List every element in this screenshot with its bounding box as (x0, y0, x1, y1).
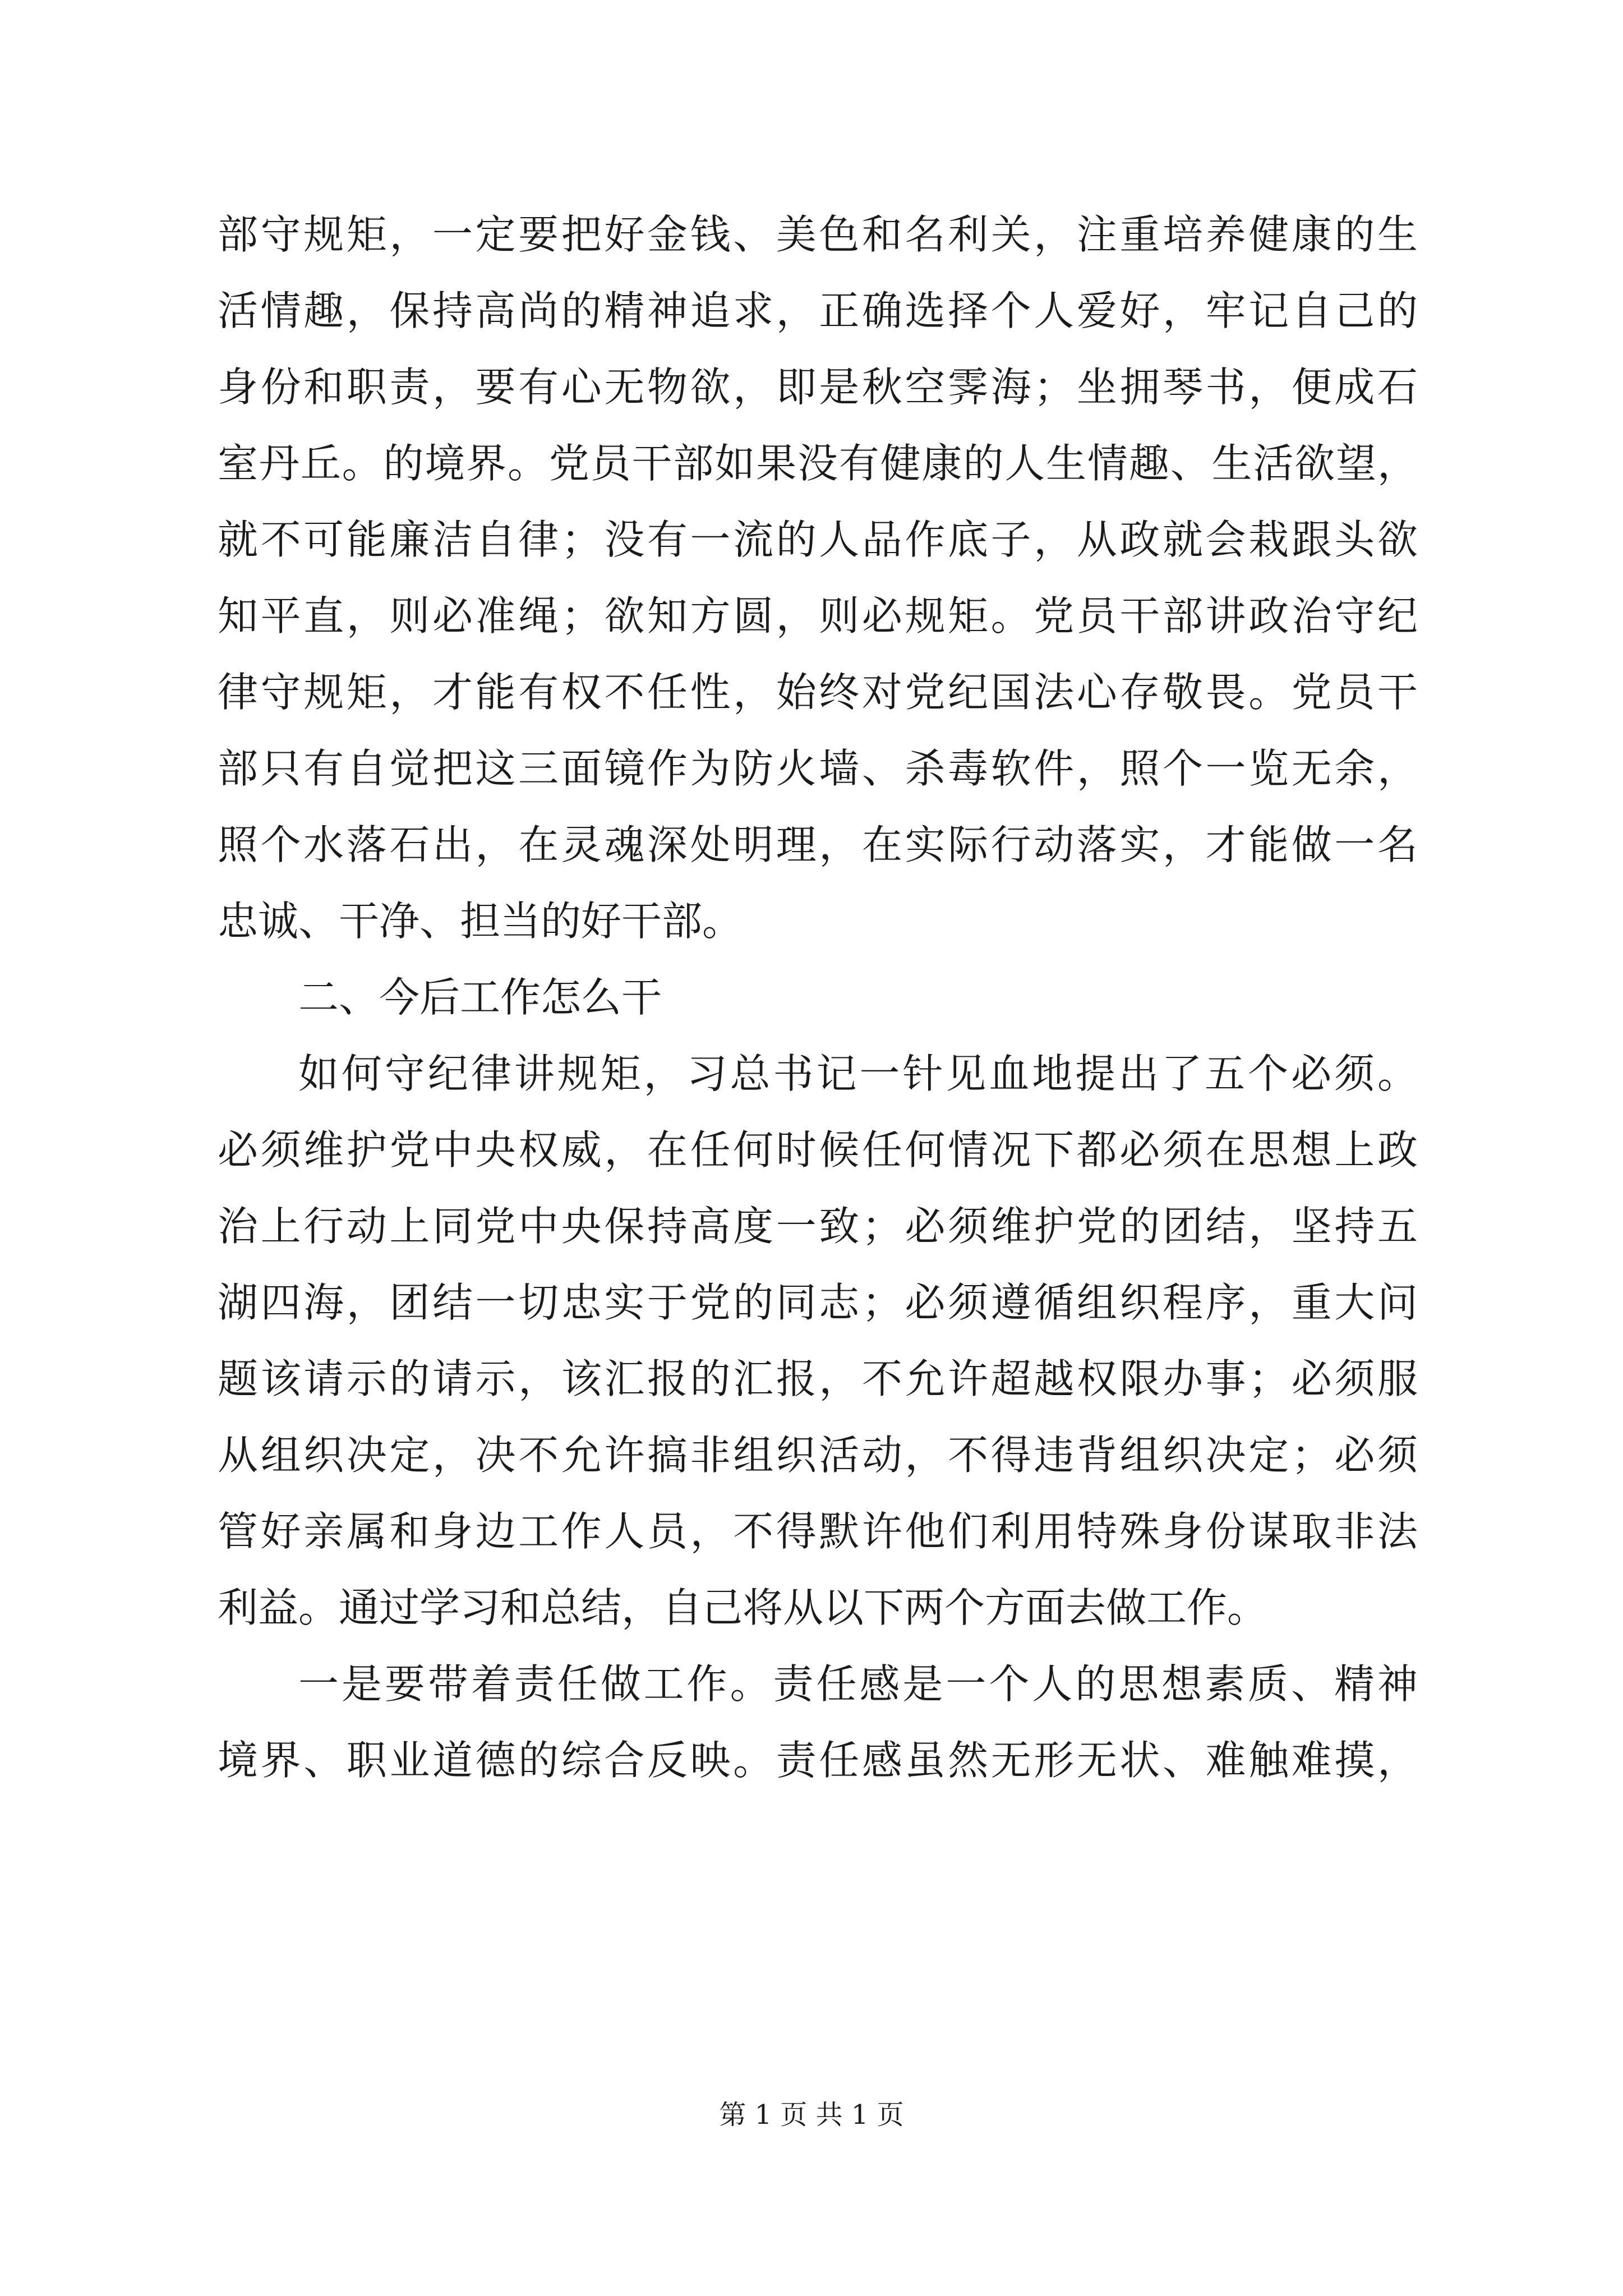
text-line: 必须维护党中央权威，在任何时候任何情况下都必须在思想上政 (218, 1126, 1418, 1174)
text-line: 治上行动上同党中央保持高度一致；必须维护党的团结，坚持五 (218, 1203, 1418, 1250)
text-line: 管好亲属和身边工作人员，不得默许他们利用特殊身份谋取非法 (218, 1508, 1418, 1555)
text-line: 利益。通过学习和总结，自己将从以下两个方面去做工作。 (218, 1584, 1268, 1631)
section-heading: 二、今后工作怎么干 (298, 974, 662, 1021)
page-footer (0, 2098, 1623, 2132)
text-line: 一是要带着责任做工作。责任感是一个人的思想素质、精神 (298, 1660, 1418, 1708)
text-line: 湖四海，团结一切忠实于党的同志；必须遵循组织程序，重大问 (218, 1279, 1418, 1326)
text-line: 部守规矩，一定要把好金钱、美色和名利关，注重培养健康的生 (218, 211, 1418, 258)
page-number-label: 第 1 页 共 1 页 (719, 2099, 904, 2131)
text-line: 照个水落石出，在灵魂深处明理，在实际行动落实，才能做一名 (218, 821, 1418, 868)
text-line: 身份和职责，要有心无物欲，即是秋空霁海；坐拥琴书，便成石 (218, 364, 1418, 411)
text-line: 知平直，则必准绳；欲知方圆，则必规矩。党员干部讲政治守纪 (218, 592, 1418, 639)
text-line: 律守规矩，才能有权不任性，始终对党纪国法心存敬畏。党员干 (218, 669, 1418, 716)
text-line: 室丹丘。的境界。党员干部如果没有健康的人生情趣、生活欲望， (218, 440, 1418, 487)
text-line: 活情趣，保持高尚的精神追求，正确选择个人爱好，牢记自己的 (218, 287, 1418, 334)
text-line: 如何守纪律讲规矩，习总书记一针见血地提出了五个必须。 (298, 1050, 1418, 1097)
text-line: 从组织决定，决不允许搞非组织活动，不得违背组织决定；必须 (218, 1432, 1418, 1479)
text-line: 题该请示的请示，该汇报的汇报，不允许超越权限办事；必须服 (218, 1355, 1418, 1402)
text-line: 就不可能廉洁自律；没有一流的人品作底子，从政就会栽跟头欲 (218, 516, 1418, 563)
text-line: 部只有自觉把这三面镜作为防火墙、杀毒软件，照个一览无余， (218, 745, 1418, 792)
body-text (218, 196, 1418, 1798)
text-line: 境界、职业道德的综合反映。责任感虽然无形无状、难触难摸， (218, 1737, 1418, 1784)
text-line: 忠诚、干净、担当的好干部。 (218, 898, 743, 945)
